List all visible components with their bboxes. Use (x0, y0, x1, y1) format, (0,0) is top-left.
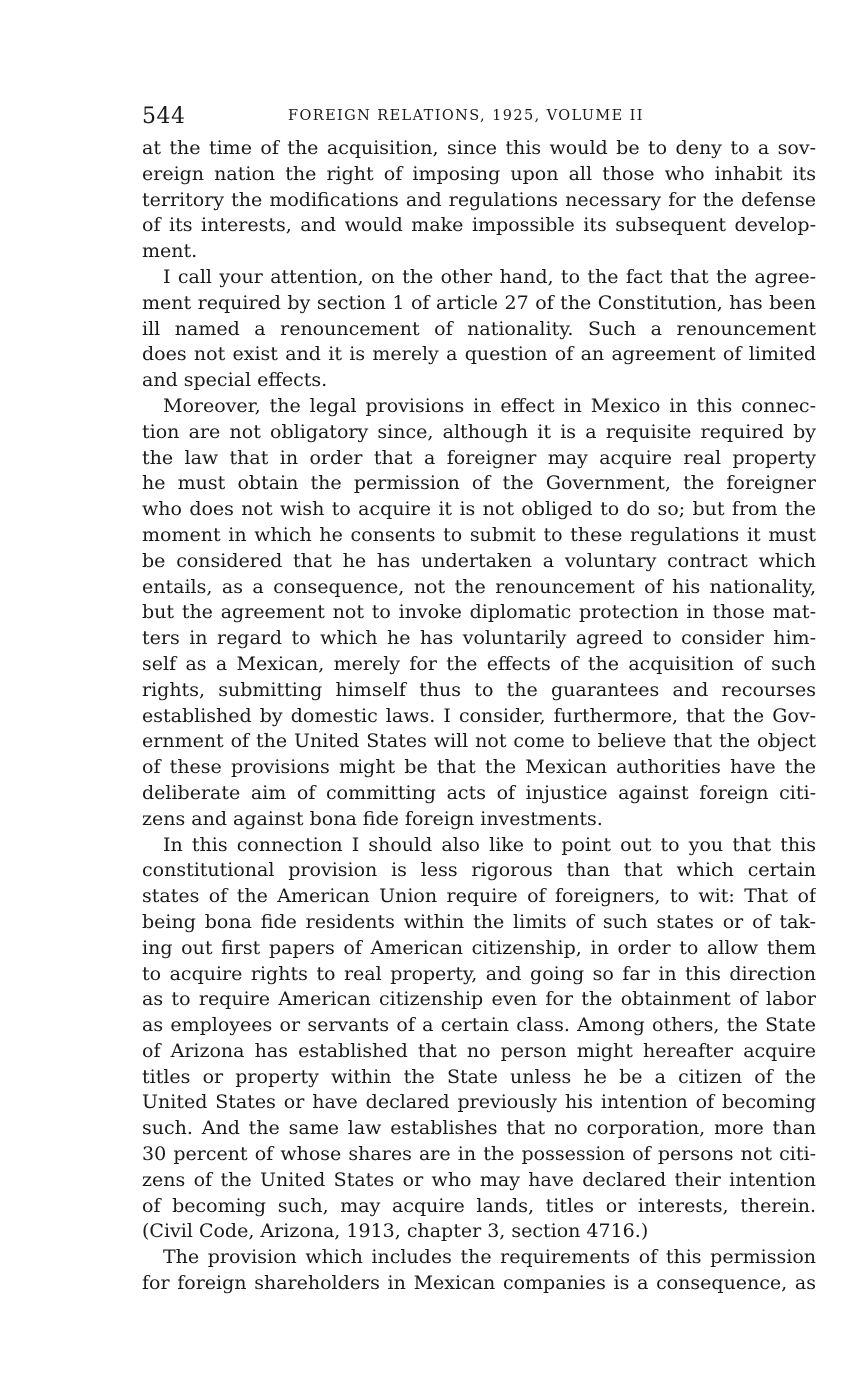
text-line: deliberate aim of committing acts of injustice against foreign citi- (142, 781, 816, 804)
running-header (142, 104, 816, 134)
text-line: tion are not obligatory since, although it is a requisite required by (142, 420, 816, 443)
text-line: United States or have declared previously his intention of becoming (142, 1091, 816, 1114)
text-line: such. And the same law establishes that no corporation, more than (142, 1117, 816, 1140)
text-line: constitutional provision is less rigorous than that which certain (142, 859, 816, 882)
text-line: The provision which includes the requirements of this permission (163, 1246, 816, 1269)
text-line: ters in regard to which he has voluntarily agreed to consider him- (142, 627, 816, 650)
text-line: Moreover, the legal provisions in effect in Mexico in this connec- (163, 394, 816, 417)
text-line: of its interests, and would make impossible its subsequent develop- (142, 214, 816, 237)
text-line: territory the modifications and regulations necessary for the defense (142, 188, 816, 211)
text-line: and special effects. (142, 369, 328, 392)
paragraph (142, 833, 816, 1246)
text-line: zens and against bona fide foreign investments. (142, 807, 603, 830)
text-line: entails, as a consequence, not the renouncement of his nationality, (142, 575, 816, 598)
running-title: FOREIGN RELATIONS, 1925, VOLUME II (288, 108, 644, 124)
paragraph (142, 136, 816, 265)
text-line: ing out first papers of American citizenship, in order to allow them (142, 936, 816, 959)
text-line: of Arizona has established that no person might hereafter acquire (142, 1039, 816, 1062)
text-line: self as a Mexican, merely for the effects of the acquisition of such (142, 652, 816, 675)
text-line: as employees or servants of a certain class. Among others, the State (142, 1014, 816, 1037)
text-line: does not exist and it is merely a question of an agreement of limited (142, 343, 816, 366)
text-line: at the time of the acquisition, since this would be to deny to a sov- (142, 137, 816, 159)
paragraph (142, 265, 816, 394)
text-line: ernment of the United States will not come to believe that the object (142, 730, 816, 753)
text-line: zens of the United States or who may have declared their intention (142, 1168, 816, 1191)
text-line: moment in which he consents to submit to these regulations it must (142, 523, 816, 546)
text-line: rights, submitting himself thus to the guarantees and recourses (142, 678, 816, 701)
paragraph (142, 1245, 816, 1297)
document-page (142, 104, 816, 1297)
text-line: I call your attention, on the other hand, to the fact that the agree- (163, 265, 816, 288)
text-line: but the agreement not to invoke diplomatic protection in those mat- (142, 601, 816, 624)
text-line: ill named a renouncement of nationality. Such a renouncement (142, 317, 816, 340)
text-line: be considered that he has undertaken a voluntary contract which (142, 549, 816, 572)
text-line: ment required by section 1 of article 27 of the Constitution, has been (142, 291, 816, 314)
text-line: he must obtain the permission of the Government, the foreigner (142, 472, 816, 495)
paragraph (142, 394, 816, 833)
text-line: (Civil Code, Arizona, 1913, chapter 3, section 4716.) (142, 1220, 649, 1243)
text-line: of becoming such, may acquire lands, titles or interests, therein. (142, 1194, 816, 1217)
text-line: of these provisions might be that the Mexican authorities have the (142, 756, 816, 779)
text-line: ereign nation the right of imposing upon all those who inhabit its (142, 162, 816, 185)
text-line: to acquire rights to real property, and going so far in this direction (142, 962, 816, 985)
body-text (142, 136, 816, 1297)
page-number: 544 (142, 104, 186, 129)
text-line: In this connection I should also like to point out to you that this (163, 833, 816, 856)
text-line: for foreign shareholders in Mexican companies is a consequence, as (142, 1272, 816, 1295)
text-line: being bona fide residents within the limits of such states or of tak- (142, 910, 816, 933)
text-line: ment. (142, 240, 198, 263)
text-line: established by domestic laws. I consider, furthermore, that the Gov- (142, 704, 816, 727)
text-line: 30 percent of whose shares are in the possession of persons not citi- (142, 1143, 816, 1166)
text-line: titles or property within the State unless he be a citizen of the (142, 1065, 816, 1088)
text-line: as to require American citizenship even for the obtainment of labor (142, 988, 816, 1011)
text-line: who does not wish to acquire it is not obliged to do so; but from the (142, 498, 816, 521)
text-line: the law that in order that a foreigner may acquire real property (142, 446, 816, 469)
text-line: states of the American Union require of foreigners, to wit: That of (142, 885, 816, 908)
